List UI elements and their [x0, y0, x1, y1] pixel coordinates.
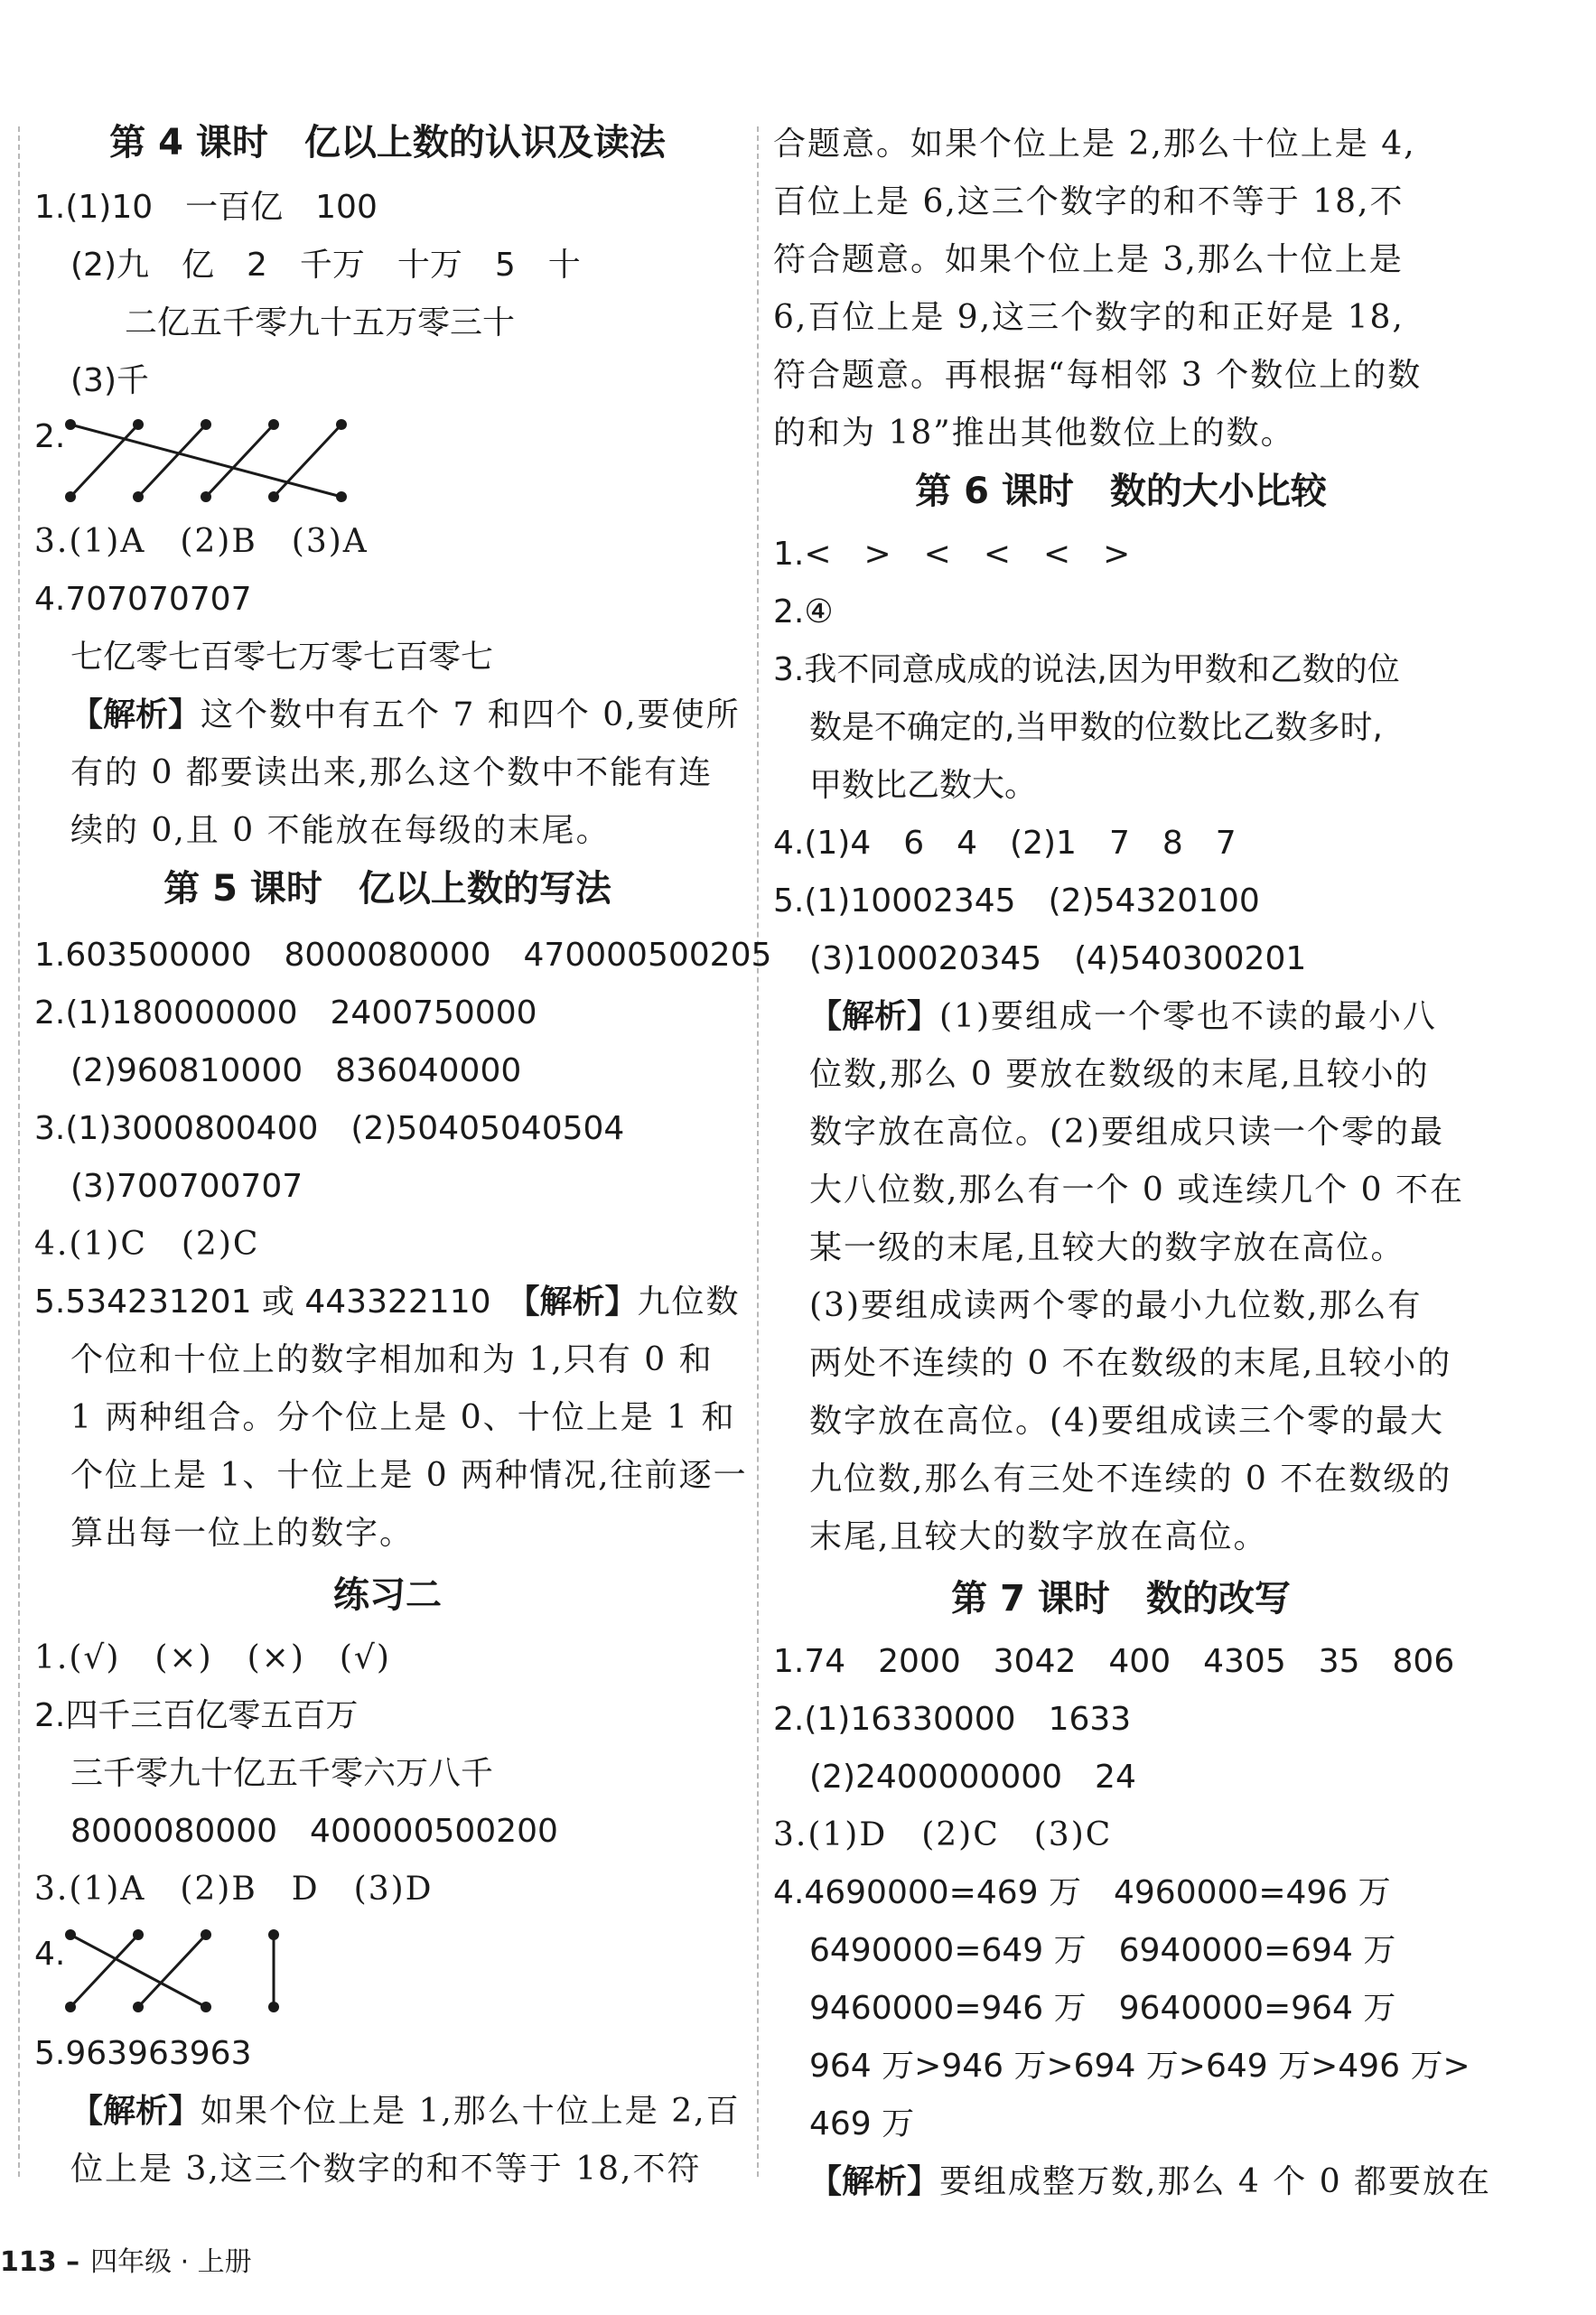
- analysis-tag: 【解析】: [70, 2093, 201, 2130]
- l6-q5-explanation-1: 【解析】(1)要组成一个零也不读的最小八: [809, 998, 1438, 1035]
- l4-q4-explanation-2: 有的 0 都要读出来,那么这个数中不能有连: [70, 754, 714, 791]
- l6-q5-explanation-10: 末尾,且较大的数字放在高位。: [809, 1518, 1268, 1555]
- l4-q4-explanation-3: 续的 0,且 0 不能放在每级的末尾。: [70, 812, 611, 849]
- l6-q3-line3: 甲数比乙数大。: [809, 767, 1038, 804]
- l4-matching-diagram: [34, 414, 369, 504]
- l7-q2-line1: 2.(1)16330000 1633: [773, 1701, 1132, 1738]
- analysis-tag: 【解析】: [70, 696, 201, 733]
- column-divider: [757, 126, 759, 2177]
- l7-q4-line1: 4.4690000=469 万 4960000=496 万: [773, 1874, 1391, 1911]
- page-footer: [0, 2239, 252, 2279]
- lesson6-title: 第 6 课时 数的大小比较: [915, 471, 1327, 512]
- ex2-q5-explanation-2: 位上是 3,这三个数字的和不等于 18,不符: [70, 2151, 702, 2188]
- l6-q5-explanation-4: 大八位数,那么有一个 0 或连续几个 0 不在: [809, 1172, 1465, 1209]
- l6-q5-explanation-8: 数字放在高位。(4)要组成读三个零的最大: [809, 1403, 1444, 1440]
- l4-q4-reading: 七亿零七百零七万零七百零七: [70, 639, 494, 676]
- exercise2-title: 练习二: [333, 1574, 442, 1616]
- l5-q2-line1: 2.(1)180000000 2400750000: [34, 994, 537, 1031]
- ex2-q2-line1: 2.四千三百亿零五百万: [34, 1697, 359, 1734]
- ex2-q5-continued-3: 符合题意。如果个位上是 3,那么十位上是: [773, 241, 1404, 278]
- l5-q4: 4.(1)C (2)C: [34, 1226, 260, 1263]
- l4-q1-line3: 二亿五千零九十五万零三十: [125, 304, 516, 341]
- l6-q4: 4.(1)4 6 4 (2)1 7 8 7: [773, 825, 1237, 862]
- l5-q5-explanation-3: 个位上是 1、十位上是 0 两种情况,往前逐一: [70, 1457, 748, 1494]
- l6-q5-explanation-5: 某一级的末尾,且较大的数字放在高位。: [809, 1229, 1405, 1266]
- l7-q1: 1.74 2000 3042 400 4305 35 806: [773, 1643, 1455, 1680]
- l6-q5-explanation-3: 数字放在高位。(2)要组成只读一个零的最: [809, 1114, 1444, 1151]
- grade-label: 四年级 · 上册: [90, 2246, 252, 2278]
- l4-q1-line4: (3)千: [70, 362, 149, 399]
- l5-q3-line1: 3.(1)3000800400 (2)50405040504: [34, 1110, 625, 1147]
- l6-q5-explanation-7: 两处不连续的 0 不在数级的末尾,且较小的: [809, 1345, 1452, 1382]
- l4-q4-number: 4.707070707: [34, 581, 252, 618]
- ex2-matching-diagram: [34, 1924, 296, 2014]
- ex2-q5: 5.963963963: [34, 2035, 252, 2072]
- lesson5-title: 第 5 课时 亿以上数的写法: [163, 868, 611, 910]
- l4-q2-label: 2.: [34, 418, 66, 455]
- l6-q5-line1: 5.(1)10002345 (2)54320100: [773, 882, 1260, 919]
- l6-q5-line2: (3)100020345 (4)540300201: [809, 940, 1307, 977]
- l6-q5-explanation-6: (3)要组成读两个零的最小九位数,那么有: [809, 1287, 1423, 1324]
- l5-q3-line2: (3)700700707: [70, 1168, 303, 1205]
- ex2-q5-explanation-1: 【解析】如果个位上是 1,那么十位上是 2,百: [70, 2093, 741, 2130]
- lesson4-title: 第 4 课时 亿以上数的认识及读法: [109, 122, 666, 163]
- ex2-q5-continued-4: 6,百位上是 9,这三个数字的和正好是 18,: [773, 299, 1405, 336]
- l7-q4-explanation: 【解析】要组成整万数,那么 4 个 0 都要放在: [809, 2163, 1492, 2200]
- ex2-q5-continued-6: 的和为 18”推出其他数位上的数。: [773, 415, 1295, 452]
- l6-q3-line2: 数是不确定的,当甲数的位数比乙数多时,: [809, 709, 1383, 746]
- ex2-q5-continued-2: 百位上是 6,这三个数字的和不等于 18,不: [773, 183, 1405, 220]
- ex2-q5-continued-5: 符合题意。再根据“每相邻 3 个数位上的数: [773, 357, 1423, 394]
- l4-q3: 3.(1)A (2)B (3)A: [34, 523, 369, 560]
- page-number: 113 –: [0, 2246, 80, 2278]
- l7-q4-line4: 964 万>946 万>694 万>649 万>496 万>: [809, 2048, 1470, 2085]
- analysis-tag: 【解析】: [523, 1284, 638, 1321]
- l6-q2: 2.④: [773, 593, 834, 630]
- l5-q5-line1: 5.534231201 或 443322110 【解析】九位数: [34, 1284, 741, 1321]
- l7-q4-line2: 6490000=649 万 6940000=694 万: [809, 1932, 1396, 1969]
- ex2-q2-line3: 8000080000 400000500200: [70, 1813, 558, 1850]
- l5-q1: 1.603500000 8000080000 470000500205: [34, 937, 772, 974]
- l4-q4-explanation-1: 【解析】这个数中有五个 7 和四个 0,要使所: [70, 696, 741, 733]
- l7-q3: 3.(1)D (2)C (3)C: [773, 1816, 1113, 1853]
- l7-q4-line5: 469 万: [809, 2105, 915, 2142]
- ex2-q3: 3.(1)A (2)B D (3)D: [34, 1871, 434, 1908]
- ex2-q4-label: 4.: [34, 1936, 66, 1973]
- lesson7-title: 第 7 课时 数的改写: [951, 1578, 1291, 1620]
- l4-q1-line1: 1.(1)10 一百亿 100: [34, 189, 378, 226]
- analysis-tag: 【解析】: [809, 2163, 940, 2200]
- l6-q5-explanation-2: 位数,那么 0 要放在数级的末尾,且较小的: [809, 1056, 1430, 1093]
- ex2-q1: 1.(√) (×) (×) (√): [34, 1639, 391, 1676]
- l6-q5-explanation-9: 九位数,那么有三处不连续的 0 不在数级的: [809, 1461, 1452, 1498]
- l5-q5-explanation-2: 1 两种组合。分个位上是 0、十位上是 1 和: [70, 1399, 736, 1436]
- l5-q2-line2: (2)960810000 836040000: [70, 1052, 522, 1089]
- l6-q1: 1.< > < < < >: [773, 536, 1131, 573]
- l5-q5-explanation-1: 个位和十位上的数字相加和为 1,只有 0 和: [70, 1341, 714, 1378]
- l4-q1-line2: (2)九 亿 2 千万 十万 5 十: [70, 247, 581, 284]
- l7-q2-line2: (2)2400000000 24: [809, 1759, 1136, 1796]
- l6-q3-line1: 3.我不同意成成的说法,因为甲数和乙数的位: [773, 651, 1400, 688]
- l7-q4-line3: 9460000=946 万 9640000=964 万: [809, 1990, 1396, 2027]
- ex2-q5-continued-1: 合题意。如果个位上是 2,那么十位上是 4,: [773, 126, 1416, 163]
- left-margin-line: [18, 126, 20, 2177]
- l5-q5-explanation-4: 算出每一位上的数字。: [70, 1515, 415, 1552]
- analysis-tag: 【解析】: [809, 998, 940, 1035]
- ex2-q2-line2: 三千零九十亿五千零六万八千: [70, 1755, 494, 1792]
